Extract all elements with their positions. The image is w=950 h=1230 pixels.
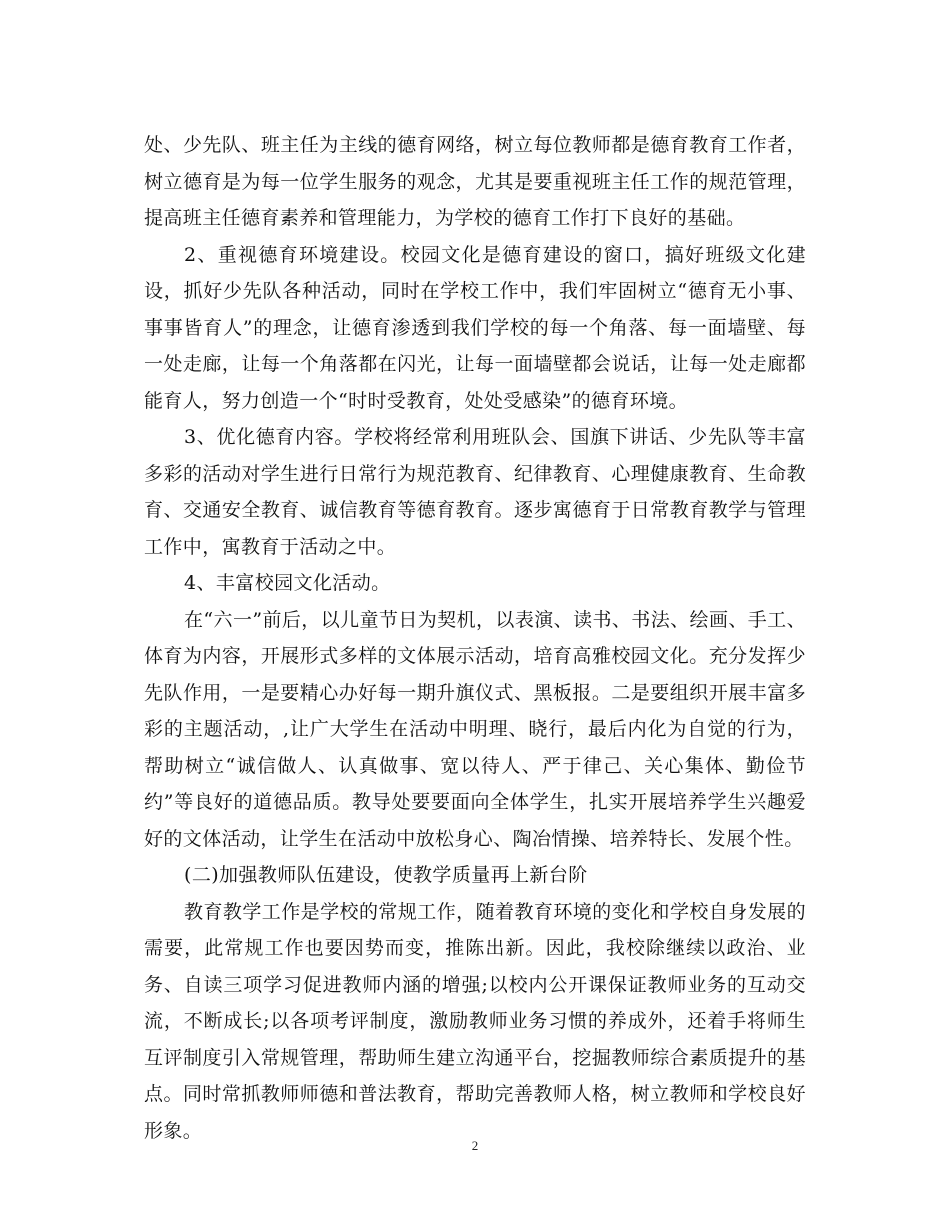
paragraph-1: 处、少先队、班主任为主线的德育网络，树立每位教师都是德育教育工作者，树立德育是为每一位学生服务的观念，尤其是要重视班主任工作的规范管理，提高班主任德育素养和管理能力，为学校的德育工作打下良好的基础。 (144, 134, 806, 229)
paragraph-5: 在“六一”前后，以儿童节日为契机，以表演、读书、书法、绘画、手工、体育为内容，开展形式多样的文体展示活动，培育高雅校园文化。充分发挥少先队作用，一是要精心办好每一期升旗仪式、黑板报。二是要组织开展丰富多彩的主题活动，,让广大学生在活动中明理、晓行，最后内化为自觉的行为，帮助树立“诚信做人、认真做事、宽以待人、严于律己、关心集体、勤俭节约”等良好的道德品质。教导处要要面向全体学生，扎实开展培养学生兴趣爱好的文体活动，让学生在活动中放松身心、陶冶情操、培养特长、发展个性。 (144, 608, 806, 850)
paragraph-2: 2、重视德育环境建设。校园文化是德育建设的窗口，搞好班级文化建设，抓好少先队各种活动，同时在学校工作中，我们牢固树立“德育无小事、事事皆育人”的理念，让德育渗透到我们学校的每一个角落、每一面墙壁、每一处走廊，让每一个角落都在闪光，让每一面墙壁都会说话，让每一处走廊都能育人，努力创造一个“时时受教育，处处受感染”的德育环境。 (144, 243, 806, 412)
paragraph-3: 3、优化德育内容。学校将经常利用班队会、国旗下讲话、少先队等丰富多彩的活动对学生进行日常行为规范教育、纪律教育、心理健康教育、生命教育、交通安全教育、诚信教育等德育教育。逐步寓德育于日常教育教学与管理工作中，寓教育于活动之中。 (144, 426, 806, 558)
section-heading: (二)加强教师队伍建设，使教学质量再上新台阶 (184, 864, 588, 886)
paragraph-4-heading: 4、丰富校园文化活动。 (184, 572, 391, 594)
page-number: 2 (471, 1138, 479, 1153)
document-body (144, 127, 806, 1149)
paragraph-7: 教育教学工作是学校的常规工作，随着教育环境的变化和学校自身发展的需要，此常规工作也要因势而变，推陈出新。因此，我校除继续以政治、业务、自读三项学习促进教师内涵的增强;以校内公开课保证教师业务的互动交流，不断成长;以各项考评制度，激励教师业务习惯的养成外，还着手将师生互评制度引入常规管理，帮助师生建立沟通平台，挖掘教师综合素质提升的基点。同时常抓教师师德和普法教育，帮助完善教师人格，树立教师和学校良好形象。 (144, 900, 806, 1142)
